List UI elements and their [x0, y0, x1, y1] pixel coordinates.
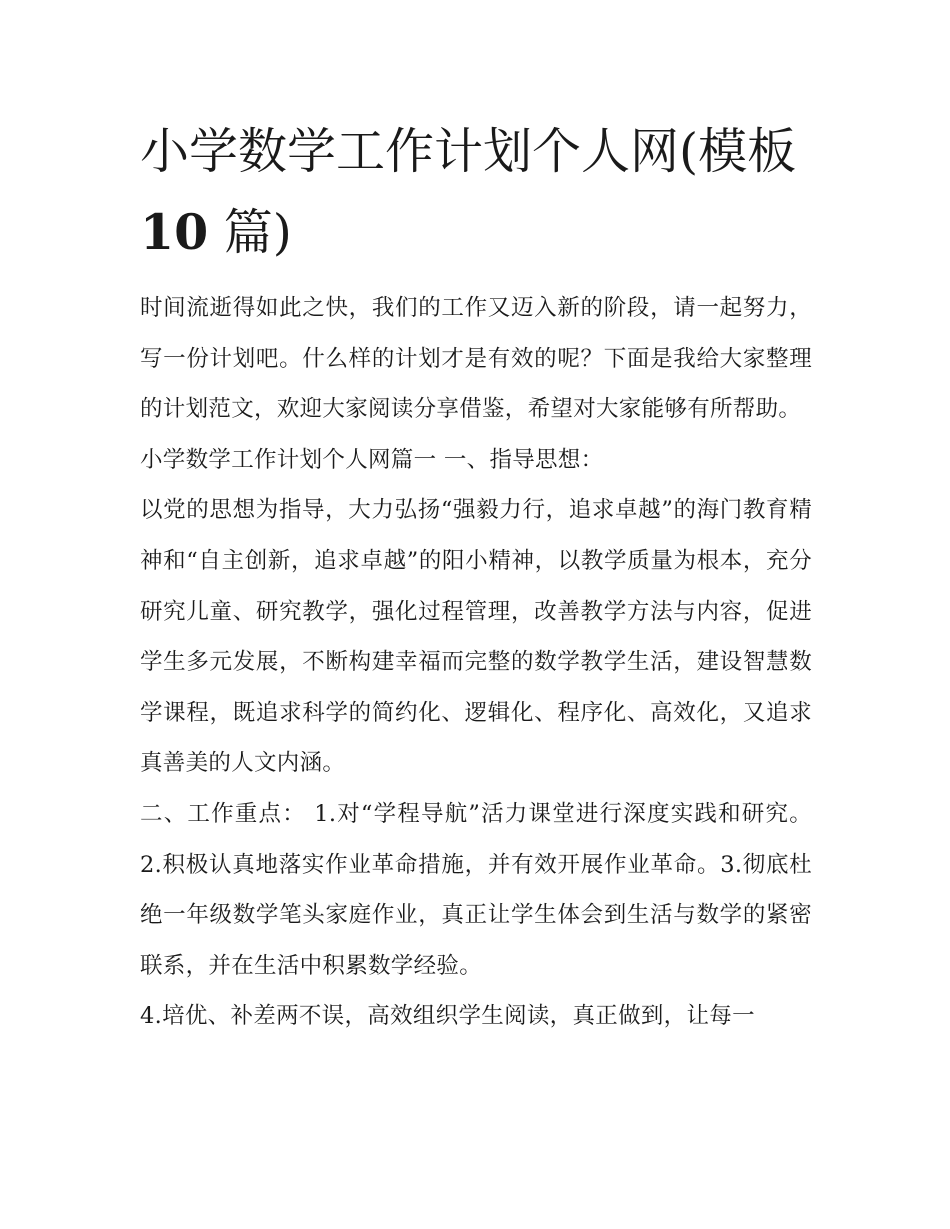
title-number: 10 [140, 203, 209, 261]
document-body [140, 112, 812, 1042]
work-focus-paragraph: 二、工作重点： 1.对“学程导航”活力课堂进行深度实践和研究。 2.积极认真地落实作业革命措施，并有效开展作业革命。3.彻底杜绝一年级数学笔头家庭作业，真正让学生体会到生活与数学的紧密联系，并在生活中积累数学经验。 [140, 800, 812, 979]
intro-paragraph: 时间流逝得如此之快，我们的工作又迈入新的阶段，请一起努力，写一份计划吧。什么样的计划才是有效的呢？下面是我给大家整理的计划范文，欢迎大家阅读分享借鉴，希望对大家能够有所帮助。 [140, 295, 812, 423]
document-title [140, 112, 812, 273]
title-line-2: 篇) [208, 204, 292, 261]
section-heading: 小学数学工作计划个人网篇一 一、指导思想： [140, 446, 604, 473]
guiding-thought-paragraph: 以党的思想为指导，大力弘扬“强毅力行，追求卓越”的海门教育精神和“自主创新，追求卓越”的阳小精神，以教学质量为根本，充分研究儿童、研究教学，强化过程管理，改善教学方法与内容，促进学生多元发展，不断构建幸福而完整的数学教学生活，建设智慧数学课程，既追求科学的简约化、逻辑化、程序化、高效化，又追求真善美的人文内涵。 [140, 497, 812, 777]
item-4-paragraph: 4.培优、补差两不误，高效组织学生阅读，真正做到，让每一 [140, 1003, 755, 1030]
title-line-1: 小学数学工作计划个人网(模板 [140, 123, 797, 180]
